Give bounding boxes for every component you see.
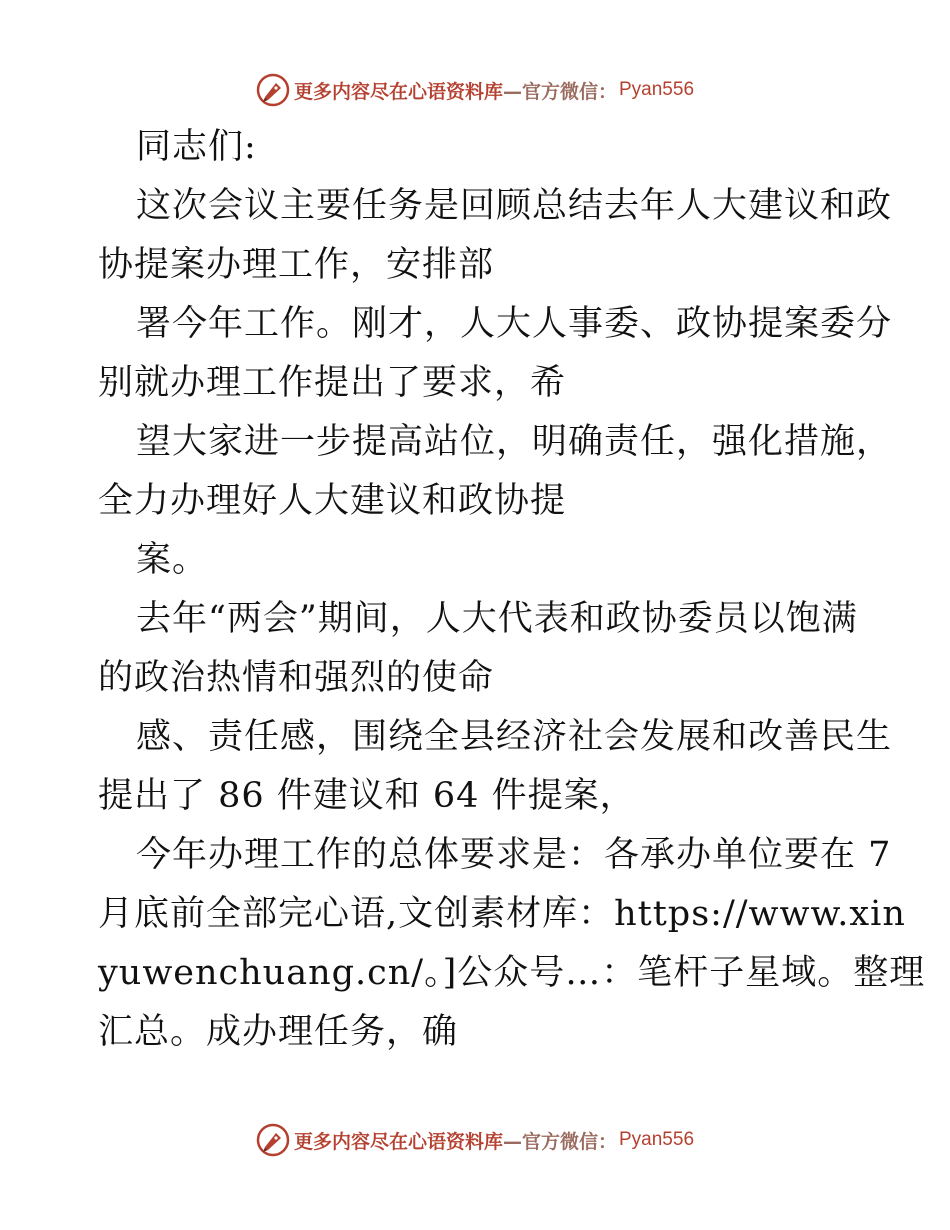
text-line: 提出了 86 件建议和 64 件提案， <box>98 776 636 816</box>
footer-watermark-banner <box>0 1120 950 1160</box>
banner-wechat-id: Pyan556 <box>619 79 695 100</box>
text-line: 署今年工作。刚才，人大人事委、政协提案委分 <box>136 304 893 344</box>
text-line: 协提案办理工作，安排部 <box>98 245 495 285</box>
text-line: 去年“两会”期间，人大代表和政协委员以饱满 <box>136 599 858 639</box>
pen-nib-logo-icon <box>256 1123 290 1157</box>
text-line: 感、责任感，围绕全县经济社会发展和改善民生 <box>136 717 893 757</box>
text-line: 汇总。成办理任务，确 <box>98 1012 459 1052</box>
text-line: 案。 <box>136 540 209 580</box>
text-line: 今年办理工作的总体要求是：各承办单位要在 7 <box>136 835 892 875</box>
document-body <box>98 118 926 1062</box>
text-line: yuwenchuang.cn/。]公众号…：笔杆子星域。整理 <box>98 953 926 993</box>
text-line: 这次会议主要任务是回顾总结去年人大建议和政 <box>136 186 893 226</box>
banner-dash-text: —官方微信： <box>502 1130 617 1153</box>
banner-wechat-id: Pyan556 <box>619 1129 695 1150</box>
banner-red-text: 更多内容尽在心语资料库 <box>293 80 503 103</box>
text-line: 别就办理工作提出了要求，希 <box>98 363 567 403</box>
text-line: 同志们: <box>136 127 257 167</box>
banner-red-text: 更多内容尽在心语资料库 <box>293 1130 503 1153</box>
header-watermark-banner <box>0 70 950 110</box>
pen-nib-logo-icon <box>256 73 290 107</box>
text-line: 的政治热情和强烈的使命 <box>98 658 495 698</box>
text-line: 全力办理好人大建议和政协提 <box>98 481 567 521</box>
text-line: 望大家进一步提高站位，明确责任，强化措施， <box>136 422 893 462</box>
text-line: 月底前全部完心语,文创素材库：https://www.xin <box>98 894 906 934</box>
banner-dash-text: —官方微信： <box>502 80 617 103</box>
